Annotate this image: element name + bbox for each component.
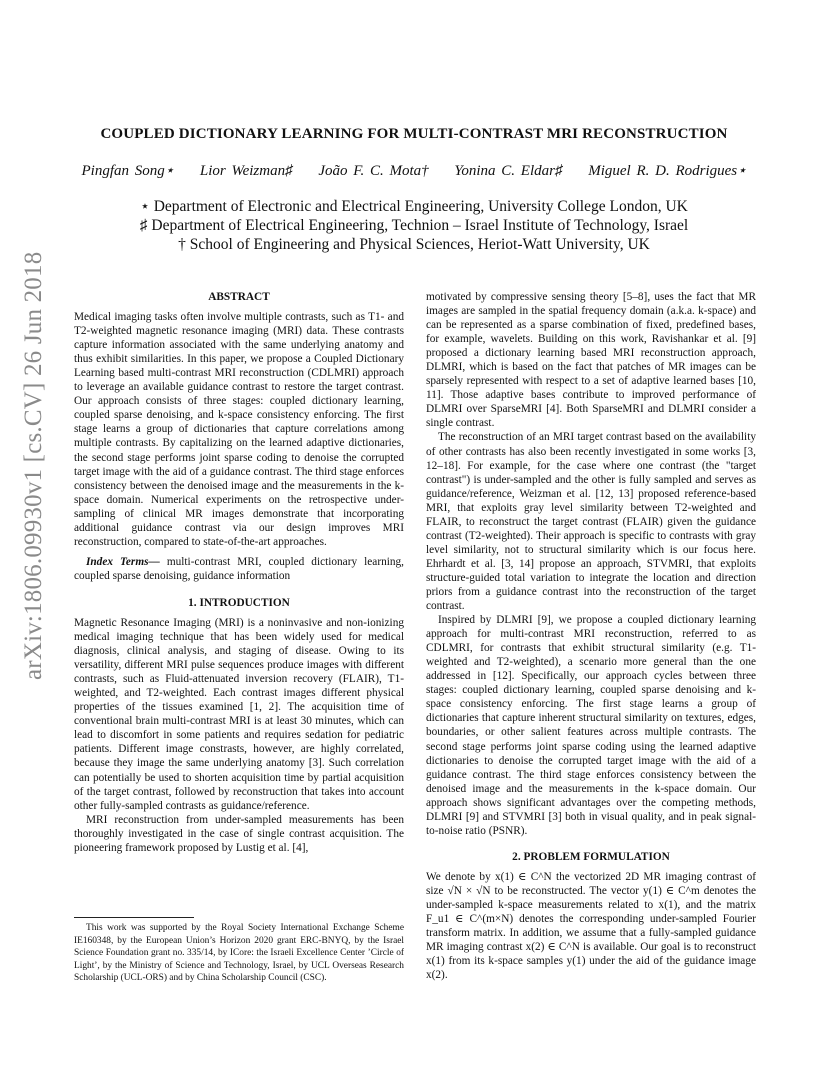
index-terms-text: multi-contrast MRI, coupled dictionary learning, coupled sparse denoising, guidance information bbox=[74, 555, 404, 582]
affiliation-ucl: ⋆ Department of Electronic and Electrical Engineering, University College London, UK bbox=[140, 198, 688, 215]
index-terms-label: Index Terms— bbox=[86, 555, 160, 568]
problem-formulation-text: We denote by x(1) ∈ C^N the vectorized 2D MR imaging contrast of size √N × √N to be reconstructed. The vector y(1) ∈ C^m denotes the under-sampled k-space measurements related to x(1), and the matrix F_u1 ∈ C^(m×N) denotes the corresponding under-sampled Fourier transform matrix. In addition, we assume that a fully-sampled guidance MR imaging contrast x(2) ∈ C^N is available. Our goal is to reconstruct x(1) from its k-space samples y(1) under the aid of the guidance image x(2). bbox=[426, 870, 756, 982]
author-1: Pingfan Song⋆ bbox=[81, 163, 175, 179]
index-terms bbox=[74, 555, 404, 583]
author-2: Lior Weizman♯ bbox=[199, 163, 293, 179]
right-column bbox=[426, 290, 756, 982]
author-3: João F. C. Mota† bbox=[318, 163, 429, 179]
intro-paragraph-2: MRI reconstruction from under-sampled measurements has been thoroughly investigated in the case of single contrast acquisition. The pioneering framework proposed by Lustig et al. [4], bbox=[74, 813, 404, 854]
author-list bbox=[0, 161, 828, 180]
author-4: Yonina C. Eldar♯ bbox=[454, 163, 563, 179]
footnote-rule bbox=[74, 917, 194, 918]
left-column bbox=[74, 290, 404, 855]
affiliation-technion: ♯ Department of Electrical Engineering, Technion – Israel Institute of Technology, Israel bbox=[139, 217, 689, 234]
intro-paragraph-1: Magnetic Resonance Imaging (MRI) is a noninvasive and non-ionizing medical imaging technique that has been widely used for medical diagnosis, clinical analysis, and staging of disease. Owing to its versatility, different MRI pulse sequences produce images with different contrasts, such as Fluid-attenuated inversion recovery (FLAIR), T1-weighted, and T2-weighted. Each contrast images different physical properties of the tissues examined [1, 2]. The acquisition time of conventional brain multi-contrast MRI is at least 30 minutes, which can lead to discomfort in some patients and requires sedation for pediatric patients. Different image constrasts, however, are highly correlated, because they image the same underlying anatomy [3]. Such correlation can potentially be used to shorten acquisition time by partial acquisition of the target contrast, followed by reconstruction that takes into account other fully-sampled contrasts as guidance/reference. bbox=[74, 616, 404, 812]
abstract-heading: ABSTRACT bbox=[208, 291, 270, 303]
paper-title: COUPLED DICTIONARY LEARNING FOR MULTI-CONTRAST MRI RECONSTRUCTION bbox=[100, 126, 728, 142]
arxiv-identifier: arXiv:1806.09930v1 [cs.CV] 26 Jun 2018 bbox=[20, 251, 47, 680]
right-paragraph-1: motivated by compressive sensing theory [5–8], uses the fact that MR images are sampled in the spatial frequency domain (a.k.a. k-space) and can be represented as a sparse combination of fixed, predefined bases, for example, wavelets. Building on this work, Ravishankar et al. [9] proposed a dictionary learning based MRI reconstruction approach, DLMRI, which is based on the fact that patches of MR images can be sparsely represented with respect to a set of adaptive learned bases [10, 11]. Those adaptive bases contribute to improved performance of DLMRI over SparseMRI [4]. Both SparseMRI and DLMRI consider a single contrast. bbox=[426, 291, 756, 430]
problem-formulation-heading: 2. PROBLEM FORMULATION bbox=[512, 850, 670, 863]
intro-heading: 1. INTRODUCTION bbox=[188, 596, 290, 609]
affiliation-heriot-watt: † School of Engineering and Physical Sciences, Heriot-Watt University, UK bbox=[178, 236, 650, 253]
footnote: This work was supported by the Royal Society International Exchange Scheme IE160348, by the European Union’s Horizon 2020 grant ERC-BNYQ, by the Israel Science Foundation grant no. 335/14, by ICore: the Israeli Excellence Center ’Circle of Light’, by the Ministry of Science and Technology, Israel, by UCL Overseas Research Scholarship (UCL-ORS) and by China Scholarship Council (CSC). bbox=[74, 923, 404, 984]
right-paragraph-2: The reconstruction of an MRI target contrast based on the availability of other contrasts has also been recently investigated in some works [3, 12–18]. For example, for the case where one contrast (the "target contrast") is under-sampled and the other is fully sampled and serves as guidance/reference, Weizman et al. [12, 13] proposed reference-based MRI, that exploits gray level similarity between T2-weighted and FLAIR, to reconstruct the target contrast (FLAIR) given the guidance contrast (T2-weighted). Their approach is specific to contrasts with gray level similarity, not to structural similarity which is our focus here. Ehrhardt et al. [3, 14] propose an approach, STVMRI, that exploits structure-guided total variation to integrate the location and direction priors from a guidance contrast into the reconstruction of the target contrast. bbox=[426, 431, 756, 613]
right-paragraph-3: Inspired by DLMRI [9], we propose a coupled dictionary learning approach for multi-contrast MRI reconstruction, referred to as CDLMRI, for contrasts that exhibit structural similarity (e.g. T1-weighted and T2-weighted), a scenario more general than the one addressed in [12]. Specifically, our approach cycles between three stages: coupled dictionary learning, coupled sparse denoising and k-space consistency enforcing. The first stage learns a group of dictionaries that capture inherent structural similarity on textures, edges, boundaries, or other salient features across multiple contrasts. The second stage performs joint sparse coding using the learned adaptive dictionaries to denoise the corrupted target image with the aid of a guidance contrast. The third stage enforces consistency between the denoised image and the measurements in the k-space domain. Our approach shows significant advantages over the competing methods, DLMRI [9] and STVMRI [3] both in visual quality, and in peak signal-to-noise ratio (PSNR). bbox=[426, 614, 756, 837]
author-5: Miguel R. D. Rodrigues⋆ bbox=[588, 163, 747, 179]
abstract-text: Medical imaging tasks often involve multiple contrasts, such as T1- and T2-weighted magnetic resonance imaging (MRI) data. These contrasts capture information associated with the same underlying anatomy and thus exhibit similarities. In this paper, we propose a Coupled Dictionary Learning based multi-contrast MRI reconstruction (CDLMRI) approach to leverage an available guidance contrast to restore the target contrast. Our approach consists of three stages: coupled dictionary learning, coupled sparse denoising, and k-space consistency enforcing. The first stage learns a group of dictionaries that capture correlations among multiple contrasts. By capitalizing on the learned adaptive dictionaries, the second stage performs joint sparse coding to denoise the corrupted target image with the aid of a guidance contrast. The third stage enforces consistency between the denoised image and the measurements in the k-space domain. Numerical experiments on the retrospective under-sampling of clinical MR images demonstrate that incorporating additional guidance contrast via our design improves MRI reconstruction, compared to state-of-the-art approaches. bbox=[74, 311, 404, 548]
